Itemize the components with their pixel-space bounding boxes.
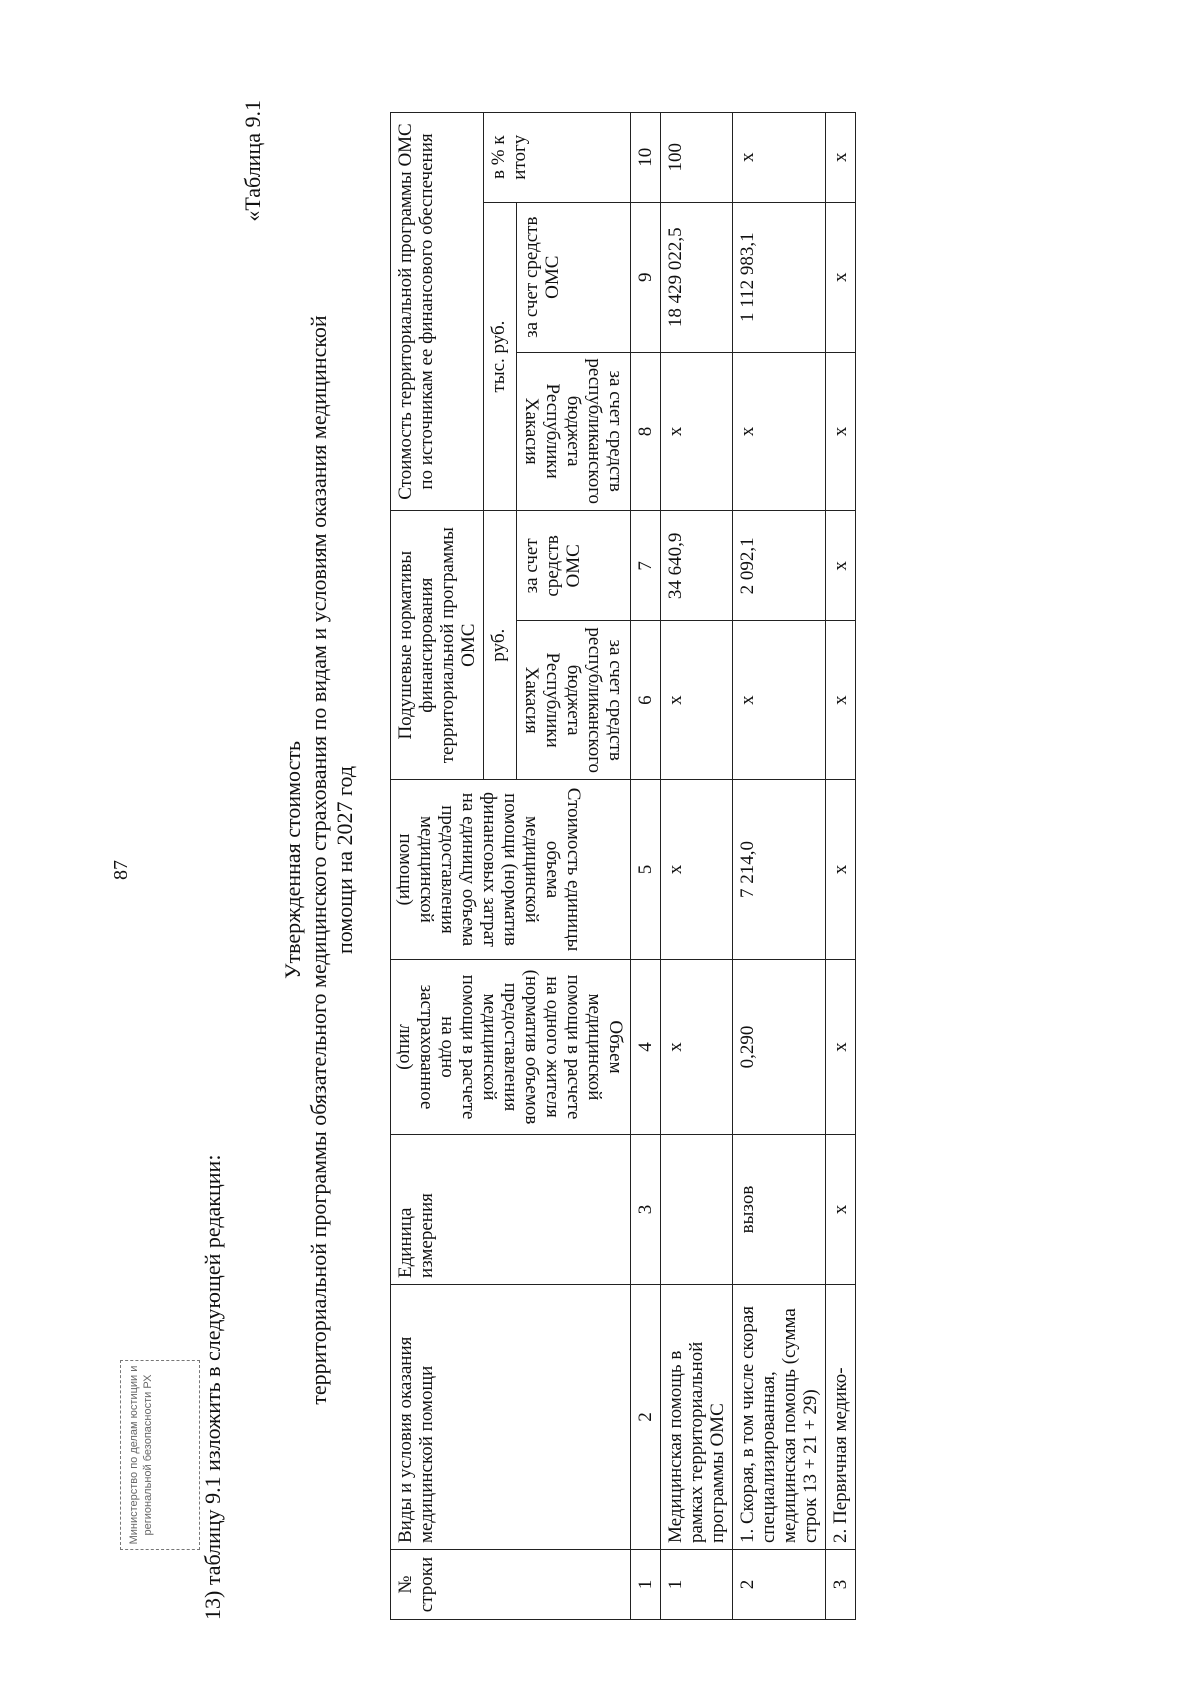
row-c6: х xyxy=(661,621,733,780)
row-volume: 0,290 xyxy=(733,960,826,1135)
header-volume-text: Объем медицинской помощи в расчете на одного жителя (норматив объемов предоставления медицинской помощи в расчете на одно застрахованное лицо) xyxy=(395,969,626,1125)
row-cost: х xyxy=(661,780,733,960)
row-number: 2 xyxy=(733,1550,826,1620)
table-row xyxy=(661,112,733,1619)
num-cell: 5 xyxy=(631,780,661,960)
row-unit: вызов xyxy=(733,1135,826,1285)
numbering-row xyxy=(631,112,661,1619)
row-c9: х xyxy=(826,202,856,352)
header-per-capita: Подушевые нормативы финансирования территориальной программы ОМС xyxy=(391,511,484,780)
document-title xyxy=(280,100,358,1620)
header-unit-cost-text: Стоимость единицы объема медицинской помощи (норматив финансовых затрат на единицу объема предоставления медицинской помощи) xyxy=(395,787,584,952)
row-number: 1 xyxy=(661,1550,733,1620)
num-cell: 3 xyxy=(631,1135,661,1285)
row-c6: х xyxy=(826,621,856,780)
header-row xyxy=(391,112,484,1619)
title-line: Утвержденная стоимость xyxy=(280,740,305,980)
row-c7: х xyxy=(826,511,856,621)
header-volume xyxy=(391,960,631,1135)
ministry-stamp: Министерство по делам юстиции и региональной безопасности РХ xyxy=(120,1360,200,1550)
cost-table-wrapper xyxy=(390,112,856,1620)
header-row-number: № строки xyxy=(391,1550,631,1620)
num-cell: 8 xyxy=(631,352,661,511)
row-name: Медицинская помощь в рамках территориальной программы ОМС xyxy=(661,1285,733,1550)
table-row xyxy=(733,112,826,1619)
num-cell: 6 xyxy=(631,621,661,780)
row-c9: 1 112 983,1 xyxy=(733,202,826,352)
header-percent: в % к итогу xyxy=(484,112,631,202)
row-volume: х xyxy=(826,960,856,1135)
row-c7: 34 640,9 xyxy=(661,511,733,621)
header-unit-cost xyxy=(391,780,631,960)
row-c10: 100 xyxy=(661,112,733,202)
row-name: 2. Первичная медико- xyxy=(826,1285,856,1550)
table-label: «Таблица 9.1 xyxy=(240,100,265,222)
table-row xyxy=(826,112,856,1619)
row-c8: х xyxy=(661,352,733,511)
row-cost: х xyxy=(826,780,856,960)
row-c6: х xyxy=(733,621,826,780)
row-number: 3 xyxy=(826,1550,856,1620)
header-unit: Единица измерения xyxy=(391,1135,631,1285)
cost-table xyxy=(390,112,856,1620)
row-unit xyxy=(661,1135,733,1285)
header-col6-text: за счет средств республиканского бюджета Республики Хакасия xyxy=(521,627,626,774)
header-kind: Виды и условия оказания медицинской помощи xyxy=(391,1285,631,1550)
row-unit: х xyxy=(826,1135,856,1285)
row-name: 1. Скорая, в том числе скорая специализированная, медицинская помощь (сумма строк 13 + 21 + 29) xyxy=(733,1285,826,1550)
header-rub: руб. xyxy=(484,511,517,780)
row-volume: х xyxy=(661,960,733,1135)
page-number: 87 xyxy=(110,860,132,880)
num-cell: 4 xyxy=(631,960,661,1135)
num-cell: 10 xyxy=(631,112,661,202)
header-col9: за счет средств ОМС xyxy=(517,202,631,352)
title-line: помощи на 2027 год xyxy=(332,765,357,955)
num-cell: 2 xyxy=(631,1285,661,1550)
row-c8: х xyxy=(826,352,856,511)
num-cell: 9 xyxy=(631,202,661,352)
header-thousand-rub: тыс. руб. xyxy=(484,202,517,511)
row-c8: х xyxy=(733,352,826,511)
row-c7: 2 092,1 xyxy=(733,511,826,621)
row-c9: 18 429 022,5 xyxy=(661,202,733,352)
row-cost: 7 214,0 xyxy=(733,780,826,960)
header-col6 xyxy=(517,621,631,780)
intro-text: 13) таблицу 9.1 изложить в следующей редакции: xyxy=(200,1154,225,1620)
row-c10: х xyxy=(826,112,856,202)
num-cell: 1 xyxy=(631,1550,661,1620)
row-c10: х xyxy=(733,112,826,202)
header-program-cost: Стоимость территориальной программы ОМС по источникам ее финансового обеспечения xyxy=(391,112,484,511)
header-col7: за счет средств ОМС xyxy=(517,511,631,621)
num-cell: 7 xyxy=(631,511,661,621)
title-line: территориальной программы обязательного медицинского страхования по видам и условиям оказания медицинской xyxy=(306,315,331,1405)
header-col8 xyxy=(517,352,631,511)
header-col8-text: за счет средств республиканского бюджета Республики Хакасия xyxy=(521,358,626,505)
rotated-document xyxy=(200,100,1100,1620)
